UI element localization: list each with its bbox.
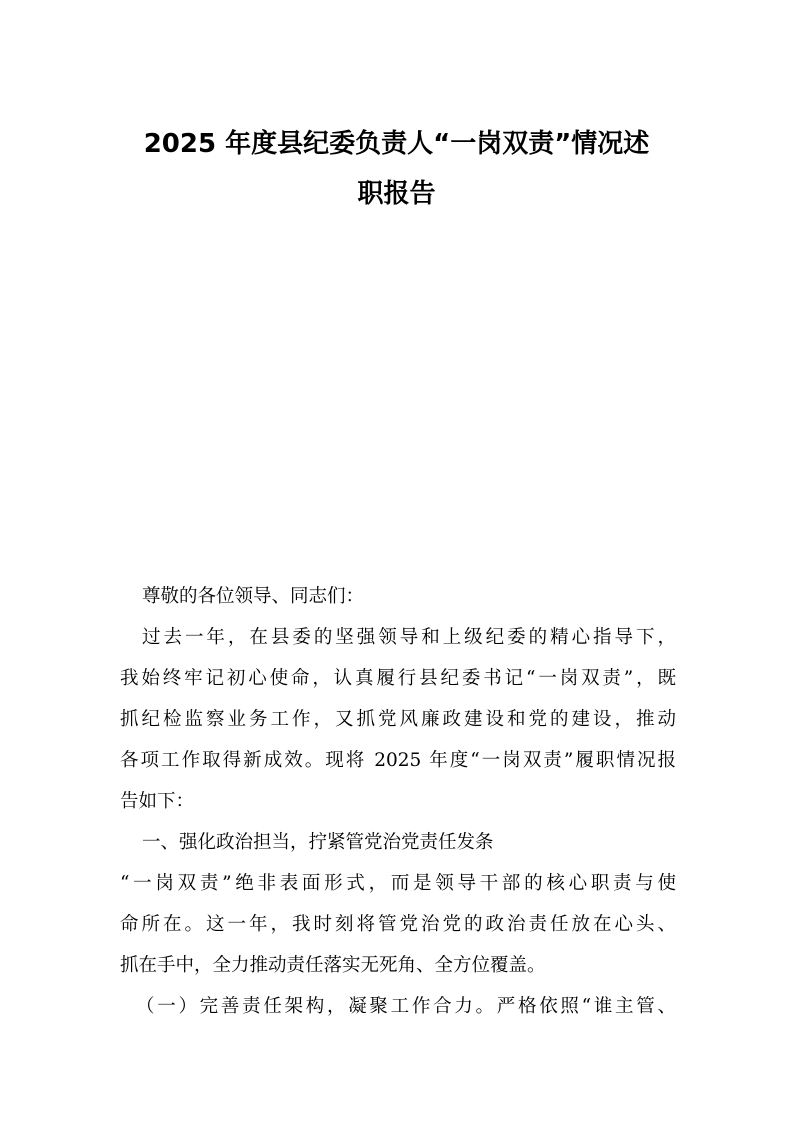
paragraph-line: 各项工作取得新成效。现将 2025 年度“一岗双责”履职情况报	[120, 750, 676, 771]
document-title-line-2: 职报告	[357, 179, 436, 209]
paragraph-line: 告如下：	[120, 791, 195, 812]
paragraph-line: “一岗双责”绝非表面形式，而是领导干部的核心职责与使	[120, 873, 676, 894]
paragraph-line: 抓纪检监察业务工作，又抓党风廉政建设和党的建设，推动	[120, 709, 676, 730]
paragraph-line: 抓在手中，全力推动责任落实无死角、全方位覆盖。	[120, 955, 546, 976]
section-heading: 一、强化政治担当，拧紧管党治党责任发条	[142, 832, 494, 853]
subsection-line: （一）完善责任架构，凝聚工作合力。严格依照“谁主管、	[136, 996, 676, 1017]
salutation: 尊敬的各位领导、同志们：	[142, 586, 365, 607]
paragraph-line: 我始终牢记初心使命，认真履行县纪委书记“一岗双责”，既	[120, 668, 676, 689]
paragraph-line: 命所在。这一年，我时刻将管党治党的政治责任放在心头、	[120, 914, 676, 935]
paragraph-line: 过去一年，在县委的坚强领导和上级纪委的精心指导下，	[142, 627, 676, 648]
document-title-line-1: 2025 年度县纪委负责人“一岗双责”情况述	[143, 129, 650, 159]
